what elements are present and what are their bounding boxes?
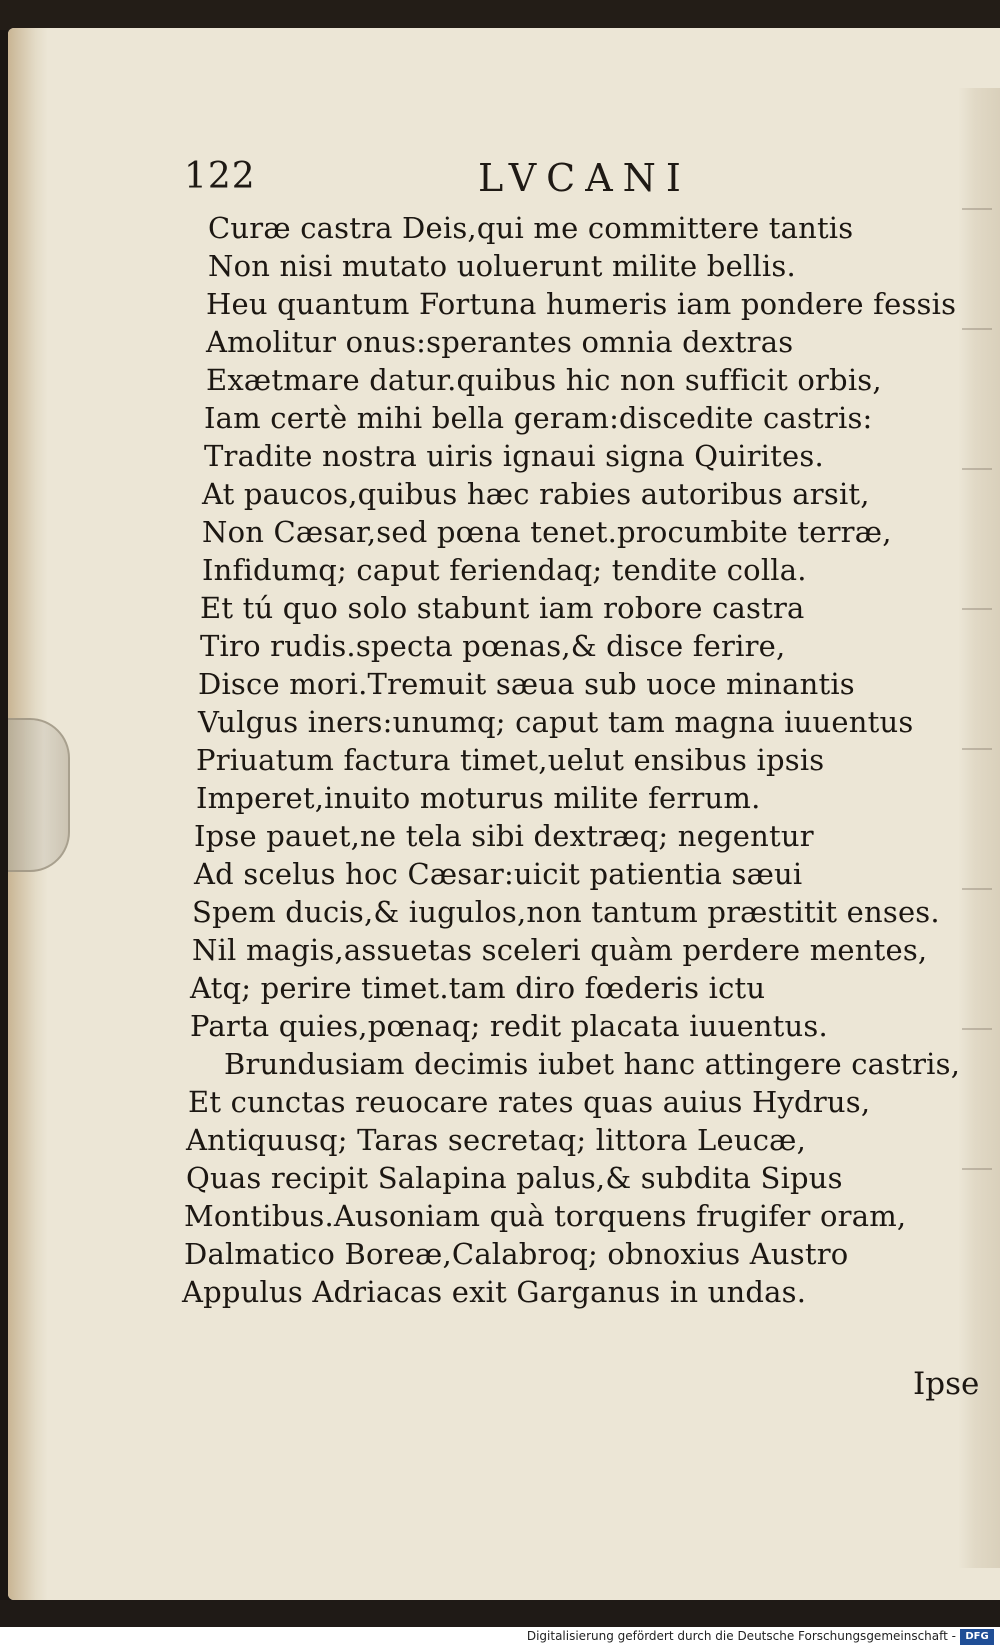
verse-line: Parta quies,pœnaq; redit placata iuuentus. xyxy=(190,1009,828,1043)
verse-line: Appulus Adriacas exit Garganus in undas. xyxy=(182,1275,807,1309)
verse-line: Tradite nostra uiris ignaui signa Quirites. xyxy=(204,439,824,473)
verse-line: Vulgus iners:unumq; caput tam magna iuuentus xyxy=(198,705,914,739)
verse-line: Ipse pauet,ne tela sibi dextræq; negentur xyxy=(194,819,814,853)
verse-line: Curæ castra Deis,qui me committere tantis xyxy=(208,211,854,245)
scan-background-top xyxy=(0,0,1000,30)
verse-line: Spem ducis,& iugulos,non tantum præstitit enses. xyxy=(192,895,940,929)
page-number: 122 xyxy=(184,156,256,197)
verse-line: Non nisi mutato uoluerunt milite bellis. xyxy=(208,249,796,283)
verse-line: Disce mori.Tremuit sæua sub uoce minantis xyxy=(198,667,855,701)
verse-line: Amolitur onus:sperantes omnia dextras xyxy=(206,325,794,359)
verse-line: At paucos,quibus hæc rabies autoribus arsit, xyxy=(202,477,870,511)
verse-line: Iam certè mihi bella geram:discedite castris: xyxy=(204,401,873,435)
book-page xyxy=(8,28,1000,1600)
dfg-logo: DFG xyxy=(960,1629,994,1645)
facing-page-bleed xyxy=(958,88,1000,1568)
verse-line: Atq; perire timet.tam diro fœderis ictu xyxy=(190,971,766,1005)
verse-line: Ad scelus hoc Cæsar:uicit patientia sæui xyxy=(194,857,803,891)
verse-line: Tiro rudis.specta pœnas,& disce ferire, xyxy=(200,629,786,663)
page-clip xyxy=(8,718,70,872)
verse-line: Et cunctas reuocare rates quas auius Hydrus, xyxy=(188,1085,871,1119)
verse-line: Quas recipit Salapina palus,& subdita Sipus xyxy=(186,1161,843,1195)
verse-line: Dalmatico Boreæ,Calabroq; obnoxius Austro xyxy=(184,1237,849,1271)
verse-line: Exætmare datur.quibus hic non sufficit orbis, xyxy=(206,363,882,397)
funding-credit: Digitalisierung gefördert durch die Deutsche Forschungsgemeinschaft - xyxy=(526,1629,956,1643)
verse-line: Montibus.Ausoniam quà torquens frugifer oram, xyxy=(184,1199,907,1233)
running-head xyxy=(8,156,1000,206)
running-title: LVCANI xyxy=(478,156,691,200)
verse-line: Brundusiam decimis iubet hanc attingere castris, xyxy=(224,1047,961,1081)
verse-line: Priuatum factura timet,uelut ensibus ipsis xyxy=(196,743,825,777)
verse-line: Antiquusq; Taras secretaq; littora Leucæ, xyxy=(186,1123,807,1157)
footer-band xyxy=(0,1627,1000,1647)
verse-line: Heu quantum Fortuna humeris iam pondere fessis xyxy=(206,287,957,321)
catchword: Ipse xyxy=(913,1366,980,1402)
verse-line: Nil magis,assuetas sceleri quàm perdere mentes, xyxy=(192,933,928,967)
verse-line: Non Cæsar,sed pœna tenet.procumbite terræ, xyxy=(202,515,892,549)
verse-line: Infidumq; caput feriendaq; tendite colla. xyxy=(202,553,807,587)
verse-line: Imperet,inuito moturus milite ferrum. xyxy=(196,781,761,815)
verse-line: Et tú quo solo stabunt iam robore castra xyxy=(200,591,805,625)
